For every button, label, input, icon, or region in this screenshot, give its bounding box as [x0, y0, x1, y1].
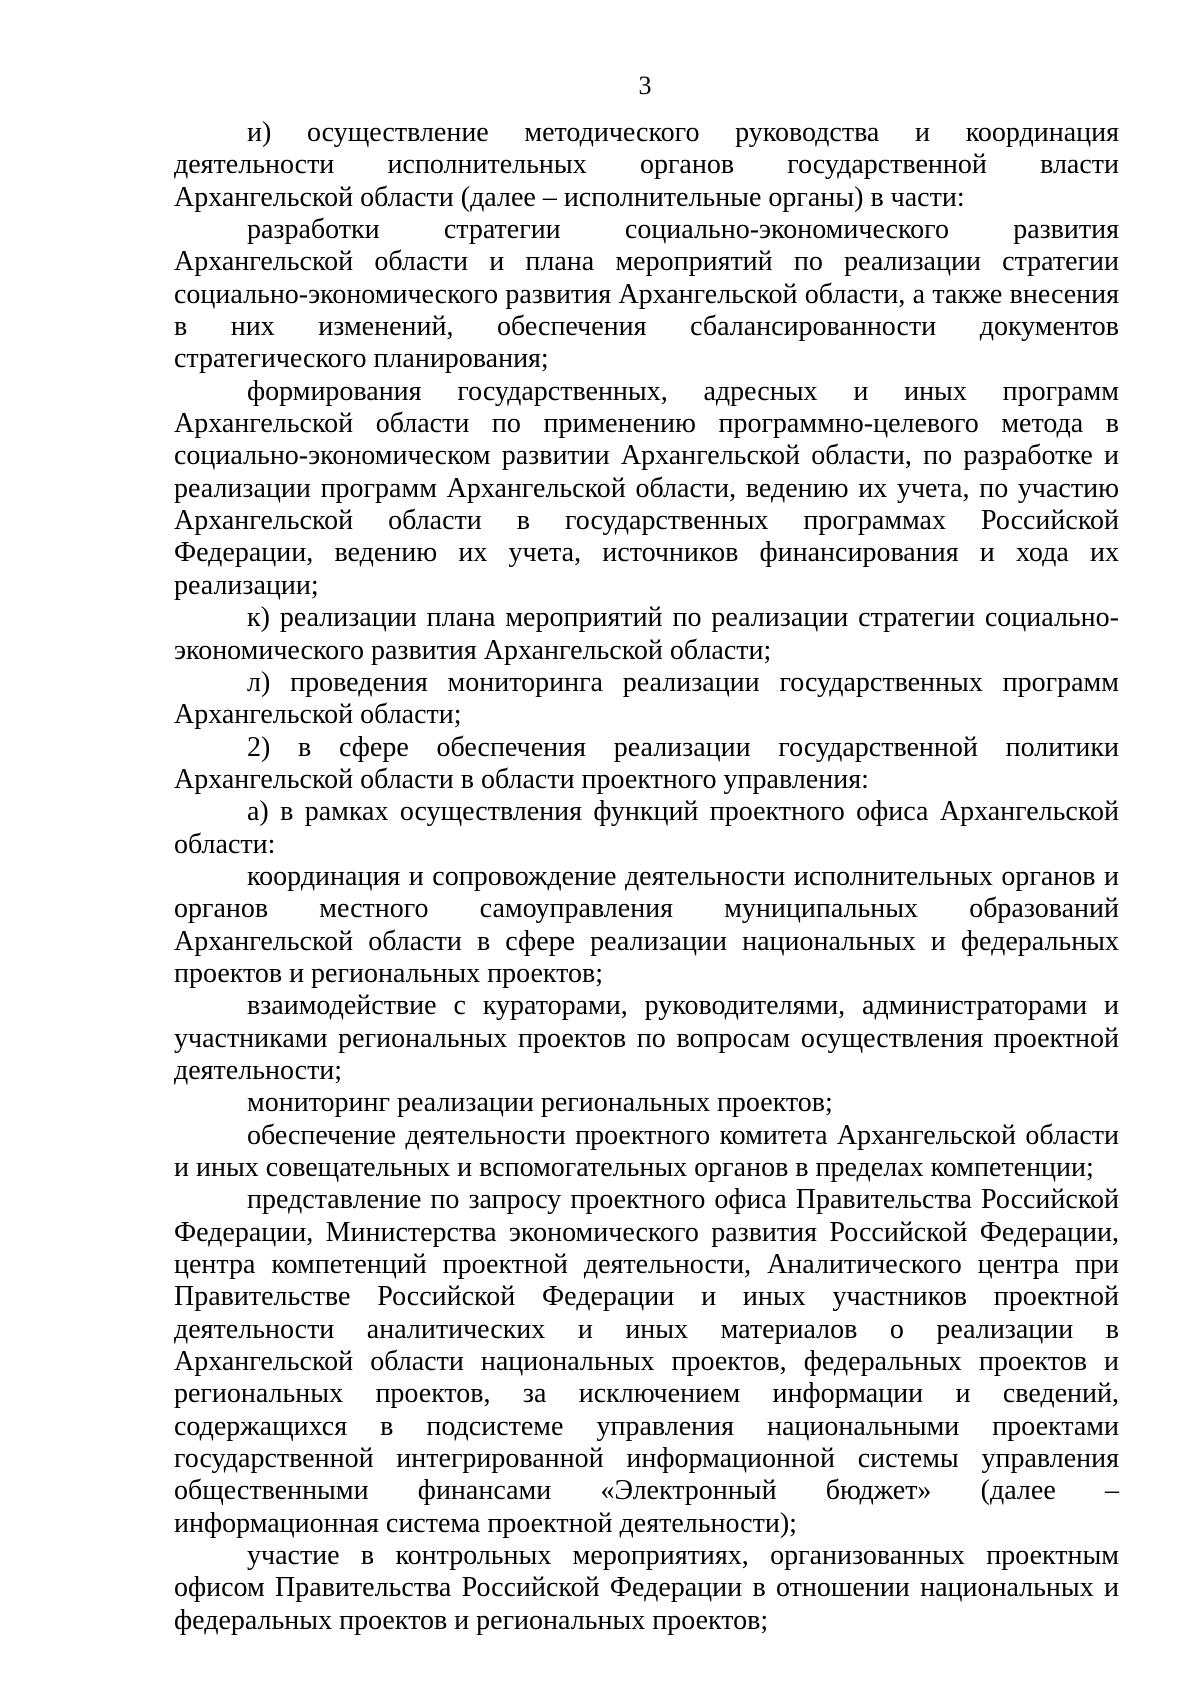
paragraph-2-project-management: 2) в сфере обеспечения реализации государственной политики Архангельской области в области проектного управления:: [174, 731, 1119, 795]
paragraph-project-committee: обеспечение деятельности проектного комитета Архангельской области и иных совещательных и вспомогательных органов в пределах компетенции;: [174, 1119, 1119, 1183]
paragraph-strategy-development: разработки стратегии социально-экономического развития Архангельской области и плана мероприятий по реализации стратегии социально-экономического развития Архангельской области, а также внесения в них изменений, обеспечения сбалансированности документов стратегического планирования;: [174, 214, 1119, 375]
paragraph-information-submission: представление по запросу проектного офиса Правительства Российской Федерации, Министерства экономического развития Российской Федерации, центра компетенций проектной деятельности, Аналитического центра при Правительстве Российской Федерации и иных участников проектной деятельности аналитических и иных материалов о реализации в Архангельской области национальных проектов, федеральных проектов и региональных проектов, за исключением информации и сведений, содержащихся в подсистеме управления национальными проектами государственной интегрированной информационной системы управления общественными финансами «Электронный бюджет» (далее – информационная система проектной деятельности);: [174, 1184, 1119, 1539]
paragraph-regional-projects-monitoring: мониторинг реализации региональных проектов;: [247, 1087, 833, 1119]
paragraph-k-strategy-implementation: к) реализации плана мероприятий по реализации стратегии социально-экономического развития Архангельской области;: [174, 602, 1119, 666]
paragraph-interaction-curators: взаимодействие с кураторами, руководителями, администраторами и участниками региональных проектов по вопросам осуществления проектной деятельности;: [174, 990, 1119, 1086]
paragraph-l-program-monitoring: л) проведения мониторинга реализации государственных программ Архангельской области;: [174, 666, 1119, 731]
paragraph-a-project-office-functions: а) в рамках осуществления функций проектного офиса Архангельской области:: [174, 796, 1119, 860]
paragraph-programs-formation: формирования государственных, адресных и иных программ Архангельской области по применению программно-целевого метода в социально-экономическом развитии Архангельской области, по разработке и реализации программ Архангельской области, ведению их учета, по участию Архангельской области в государственных программах Российской Федерации, ведению их учета, источников финансирования и хода их реализации;: [174, 375, 1119, 601]
paragraph-coordination-support: координация и сопровождение деятельности исполнительных органов и органов местного самоуправления муниципальных образований Архангельской области в сфере реализации национальных и федеральных проектов и региональных проектов;: [174, 860, 1119, 989]
paragraph-i-methodical-guidance: и) осуществление методического руководства и координация деятельности исполнительных органов государственной власти Архангельской области (далее – исполнительные органы) в части:: [174, 117, 1119, 213]
document-body: [174, 117, 1119, 1637]
page-number: 3: [638, 71, 652, 100]
paragraph-control-activities: участие в контрольных мероприятиях, организованных проектным офисом Правительства Российской Федерации в отношении национальных и федеральных проектов и региональных проектов;: [174, 1540, 1119, 1636]
